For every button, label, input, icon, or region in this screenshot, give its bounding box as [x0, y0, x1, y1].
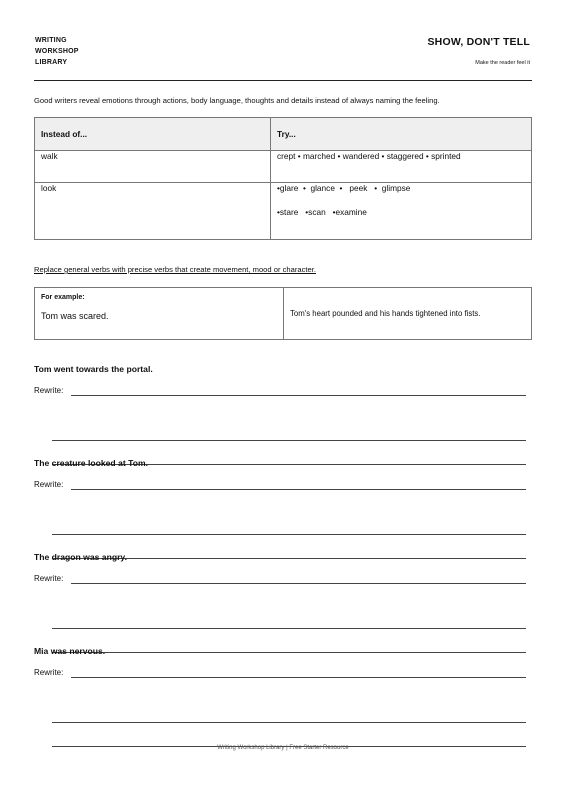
page-subtitle: Make the reader feel it	[475, 60, 530, 66]
header-divider	[34, 80, 532, 81]
table-row	[35, 183, 532, 240]
word-alternatives-table	[34, 117, 532, 240]
table-cell-word: walk	[35, 151, 271, 183]
exercise-prompt: The dragon was angry.	[34, 552, 127, 562]
exercise-item	[34, 458, 526, 489]
exercise-item	[34, 364, 526, 395]
example-show-cell	[284, 288, 531, 339]
table-cell-word: look	[35, 183, 271, 240]
rewrite-area	[34, 668, 526, 680]
example-label: For example:	[41, 294, 85, 301]
column-header-try: Try...	[271, 118, 532, 151]
brand-logo-text	[35, 35, 79, 68]
rewrite-label: Rewrite:	[34, 386, 64, 395]
writing-line[interactable]	[52, 628, 526, 629]
column-header-instead-of: Instead of...	[35, 118, 271, 151]
brand-line: LIBRARY	[35, 59, 68, 66]
example-show-sentence: Tom's heart pounded and his hands tightened into fists.	[290, 309, 481, 318]
alternatives-line: crept • marched • wandered • staggered • sprinted	[277, 151, 461, 161]
rewrite-area	[34, 574, 526, 586]
writing-line[interactable]	[52, 440, 526, 441]
alternatives-line: •stare •scan •examine	[277, 207, 367, 217]
table-cell-alternatives	[271, 183, 532, 240]
example-box	[34, 287, 532, 340]
rewrite-label: Rewrite:	[34, 668, 64, 677]
exercise-item	[34, 552, 526, 583]
alternatives-line: •glare • glance • peek • glimpse	[277, 183, 411, 193]
exercise-prompt: Tom went towards the portal.	[34, 364, 153, 374]
writing-line[interactable]	[71, 395, 526, 396]
exercise-prompt: Mia was nervous.	[34, 646, 106, 656]
rewrite-label: Rewrite:	[34, 574, 64, 583]
writing-line[interactable]	[52, 534, 526, 535]
example-tell-cell	[35, 288, 284, 339]
rewrite-area	[34, 480, 526, 492]
example-tell-sentence: Tom was scared.	[41, 311, 109, 321]
writing-line[interactable]	[71, 677, 526, 678]
instruction-text: Replace general verbs with precise verbs that create movement, mood or character.	[34, 265, 316, 274]
brand-line: WORKSHOP	[35, 48, 79, 55]
rewrite-area	[34, 386, 526, 398]
writing-line[interactable]	[71, 489, 526, 490]
table-row	[35, 151, 532, 183]
writing-line[interactable]	[52, 722, 526, 723]
brand-line: WRITING	[35, 37, 67, 44]
exercise-prompt: The creature looked at Tom.	[34, 458, 148, 468]
intro-text: Good writers reveal emotions through actions, body language, thoughts and details instead of always naming the feeling.	[34, 96, 440, 105]
table-cell-alternatives	[271, 151, 532, 183]
writing-line[interactable]	[71, 583, 526, 584]
rewrite-label: Rewrite:	[34, 480, 64, 489]
page-title: SHOW, DON'T TELL	[427, 36, 530, 48]
table-header-row	[35, 118, 532, 151]
exercise-item	[34, 646, 526, 677]
page-footer: Writing Workshop Library | Free Starter Resource	[217, 745, 349, 751]
